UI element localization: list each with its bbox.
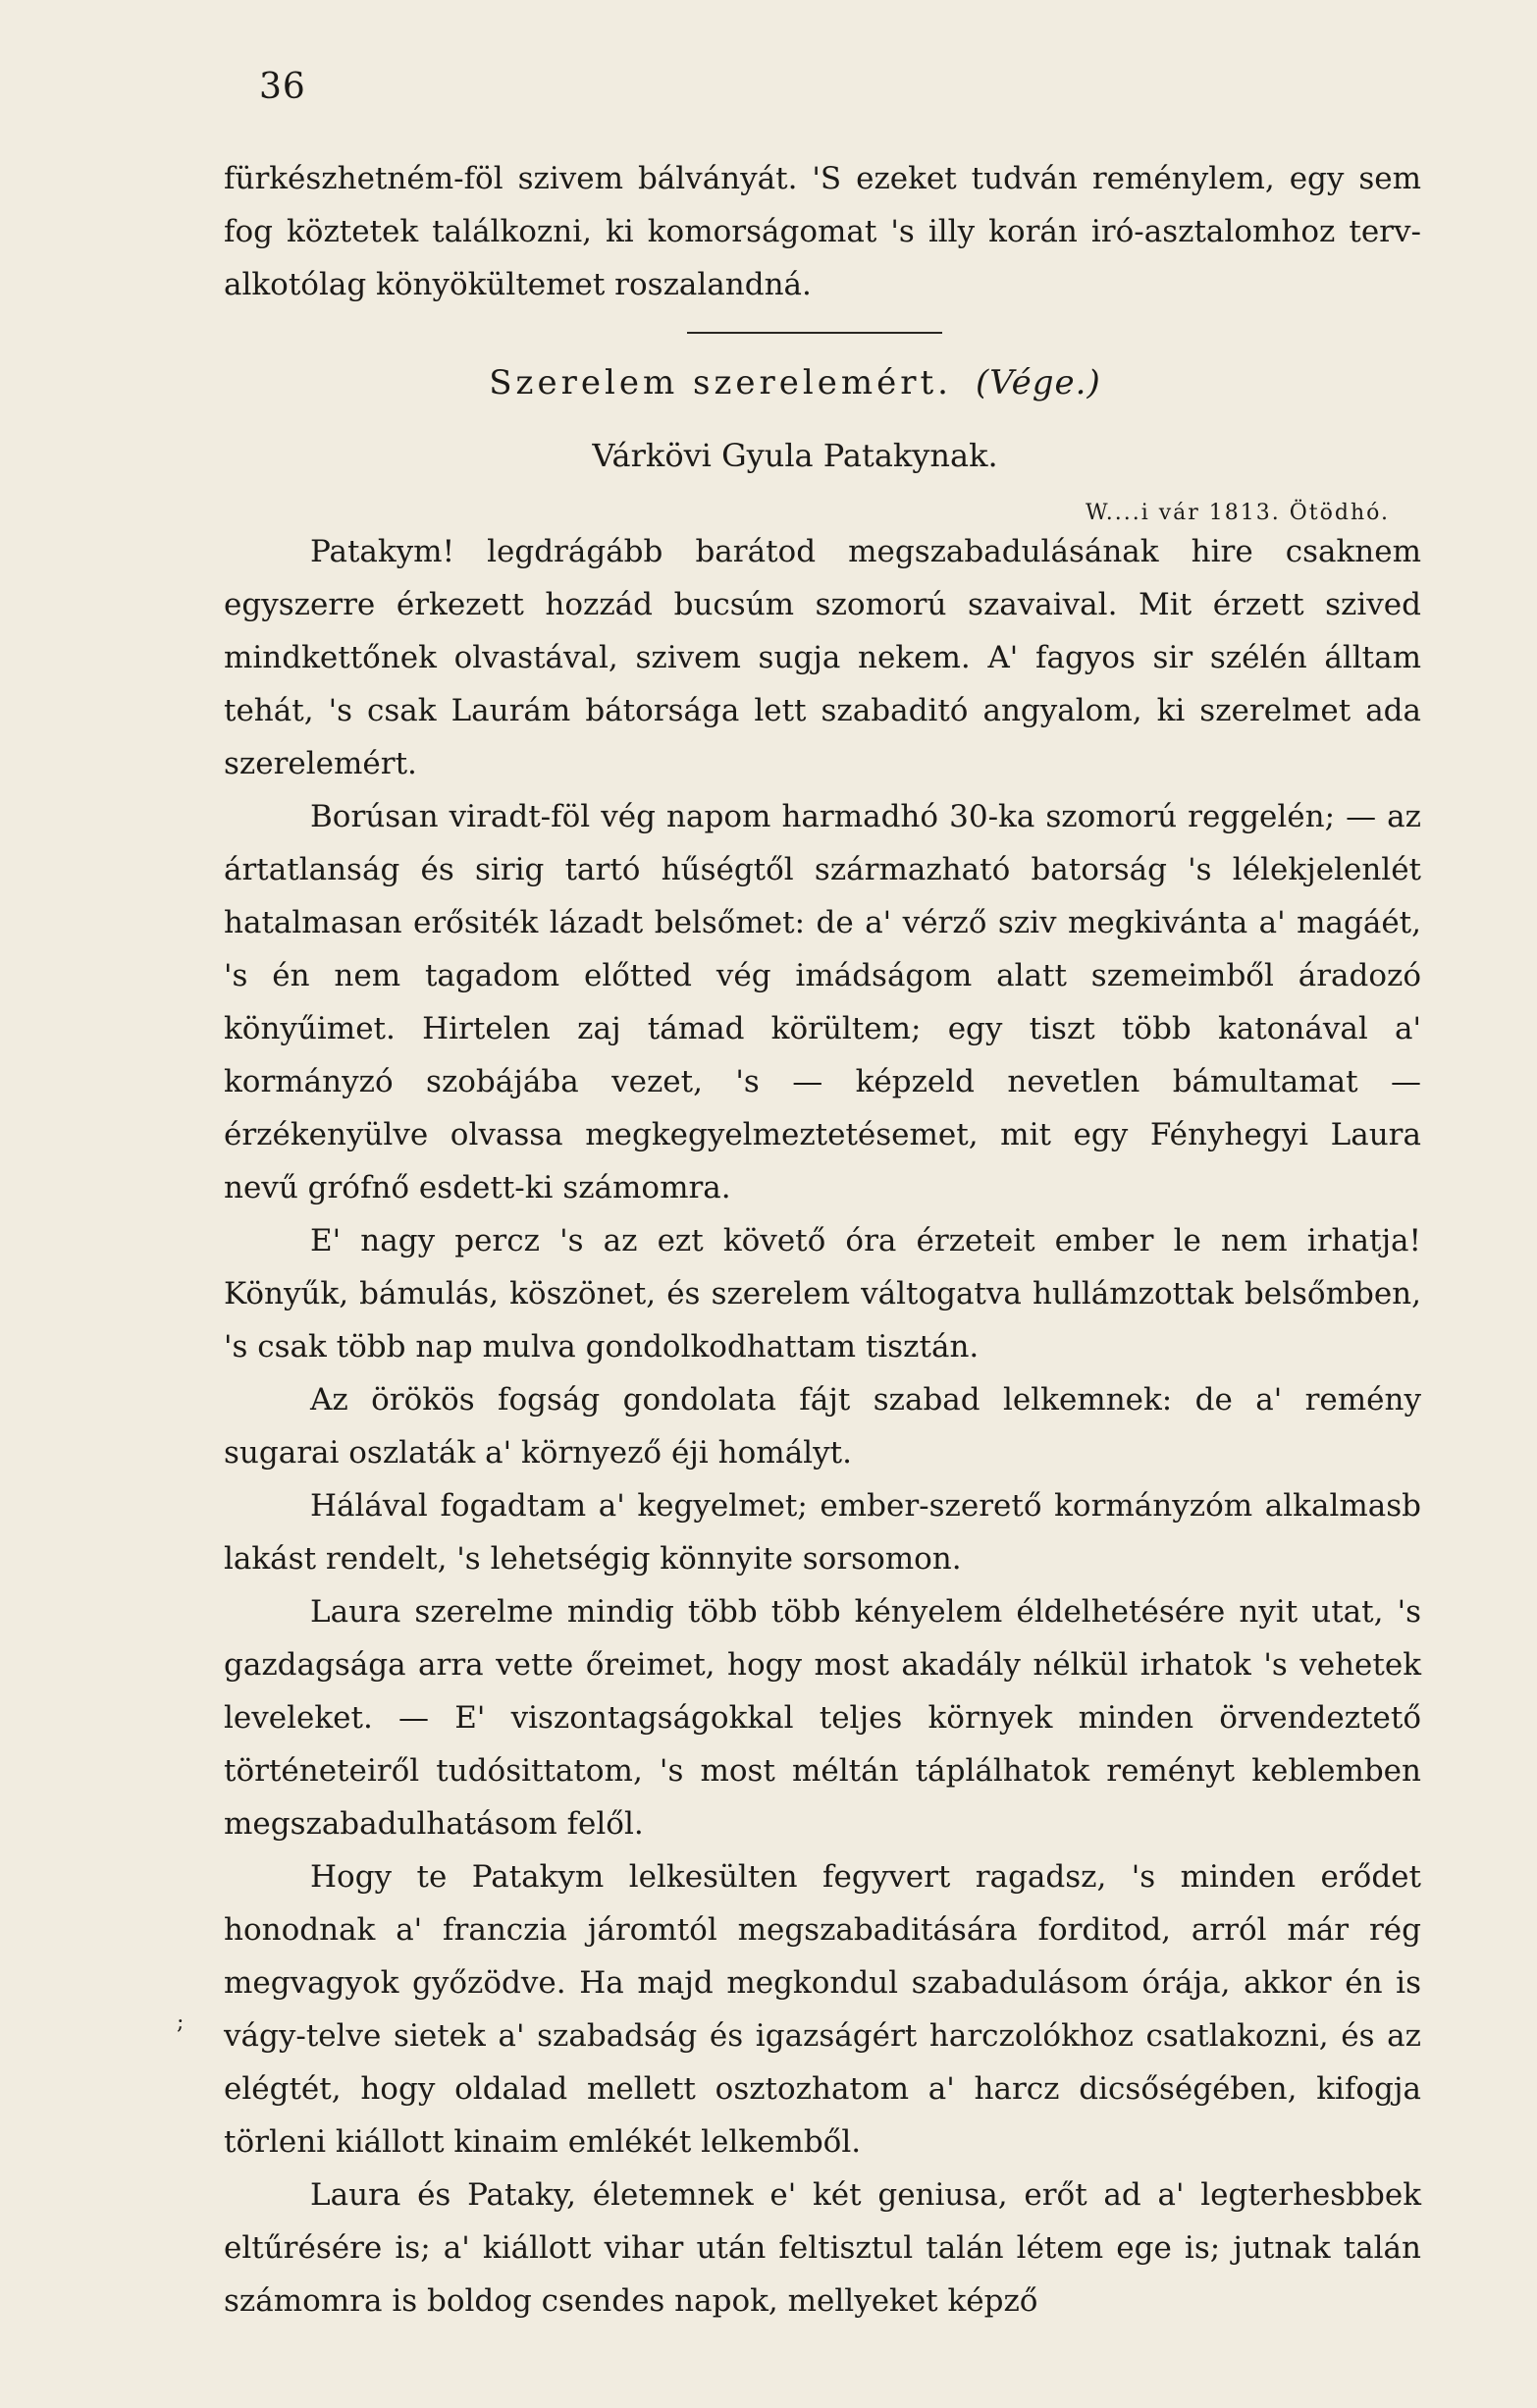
paragraph: Hálával fogadtam a' kegyelmet; ember-szerető kormányzóm alkalmasb lakást rendelt, 's lehetségig könnyite sorsomon. xyxy=(224,1488,1421,1577)
heading-title: Szerelem szerelemért. xyxy=(489,363,952,402)
paragraph: Laura szerelme mindig több több kényelem éldelhetésére nyit utat, 's gazdagsága arra vette őreimet, hogy most akadály nélkül irhatok 's vehetek leveleket. — E' viszontagságokkal teljes környek minden örvendeztető történeteiről tudósittatom, 's most méltán táplálhatok reményt keblemben megszabadulhatásom felől. xyxy=(224,1594,1421,1842)
intro-paragraph-block xyxy=(224,152,1421,311)
page-number: 36 xyxy=(259,67,306,107)
paragraph: E' nagy percz 's az ezt követő óra érzeteit ember le nem irhatja! Könyűk, bámulás, köszönet, és szerelem váltogatva hullámzottak belsőmben, 's csak több nap mulva gondolkodhattam tisztán. xyxy=(224,1223,1421,1365)
paragraph: Patakym! legdrágább barátod megszabadulásának hire csaknem egyszerre érkezett hozzád bucsúm szomorú szavaival. Mit érzett szived mindkettőnek olvastával, szivem sugja nekem. A' fagyos sir szélén álltam tehát, 's csak Laurám bátorsága lett szabaditó angyalom, ki szerelmet ada szerelemért. xyxy=(224,534,1421,781)
dateline: W....i vár 1813. Ötödhó. xyxy=(1085,501,1390,525)
paragraph: Az örökös fogság gondolata fájt szabad lelkemnek: de a' remény sugarai oszlaták a' környező éji homályt. xyxy=(224,1382,1421,1471)
paragraph: Laura és Pataky, életemnek e' két geniusa, erőt ad a' legterhesbbek eltűrésére is; a' kiállott vihar után feltisztul talán létem ege is; jutnak talán számomra is boldog csendes napok, mellyeket képző xyxy=(224,2177,1421,2319)
heading-note: (Vége.) xyxy=(975,363,1101,402)
intro-paragraph: fürkészhetném-föl szivem bálványát. 'S ezeket tudván reménylem, egy sem fog köztetek találkozni, ki komorságomat 's illy korán iró-asztalomhoz terv-alkotólag könyökültemet roszalandná. xyxy=(224,161,1421,302)
section-divider xyxy=(687,332,942,334)
margin-mark: ; xyxy=(177,2010,185,2035)
dedication-line: Várkövi Gyula Patakynak. xyxy=(592,437,998,474)
paragraph: Borúsan viradt-föl vég napom harmadhó 30-ka szomorú reggelén; — az ártatlanság és sirig tartó hűségtől származható batorság 's lélekjelenlét hatalmasan erősiték lázadt belsőmet: de a' vérző sziv megkivánta a' magáét, 's én nem tagadom előtted vég imádságom alatt szemeimből áradozó könyűimet. Hirtelen zaj támad körültem; egy tiszt több katonával a' kormányzó szobájába vezet, 's — képzeld nevetlen bámultamat — érzékenyülve olvassa megkegyelmeztetésemet, mit egy Fényhegyi Laura nevű grófnő esdett-ki számomra. xyxy=(224,799,1421,1205)
body-text xyxy=(224,525,1421,2328)
section-heading xyxy=(196,363,1394,402)
paragraph: Hogy te Patakym lelkesülten fegyvert ragadsz, 's minden erődet honodnak a' franczia járomtól megszabaditására forditod, arról már rég megvagyok győzödve. Ha majd megkondul szabadulásom órája, akkor én is vágy-telve sietek a' szabadság és igazságért harczolókhoz csatlakozni, és az elégtét, hogy oldalad mellett osztozhatom a' harcz dicsőségében, kifogja törleni kiállott kinaim emlékét lelkemből. xyxy=(224,1859,1421,2160)
